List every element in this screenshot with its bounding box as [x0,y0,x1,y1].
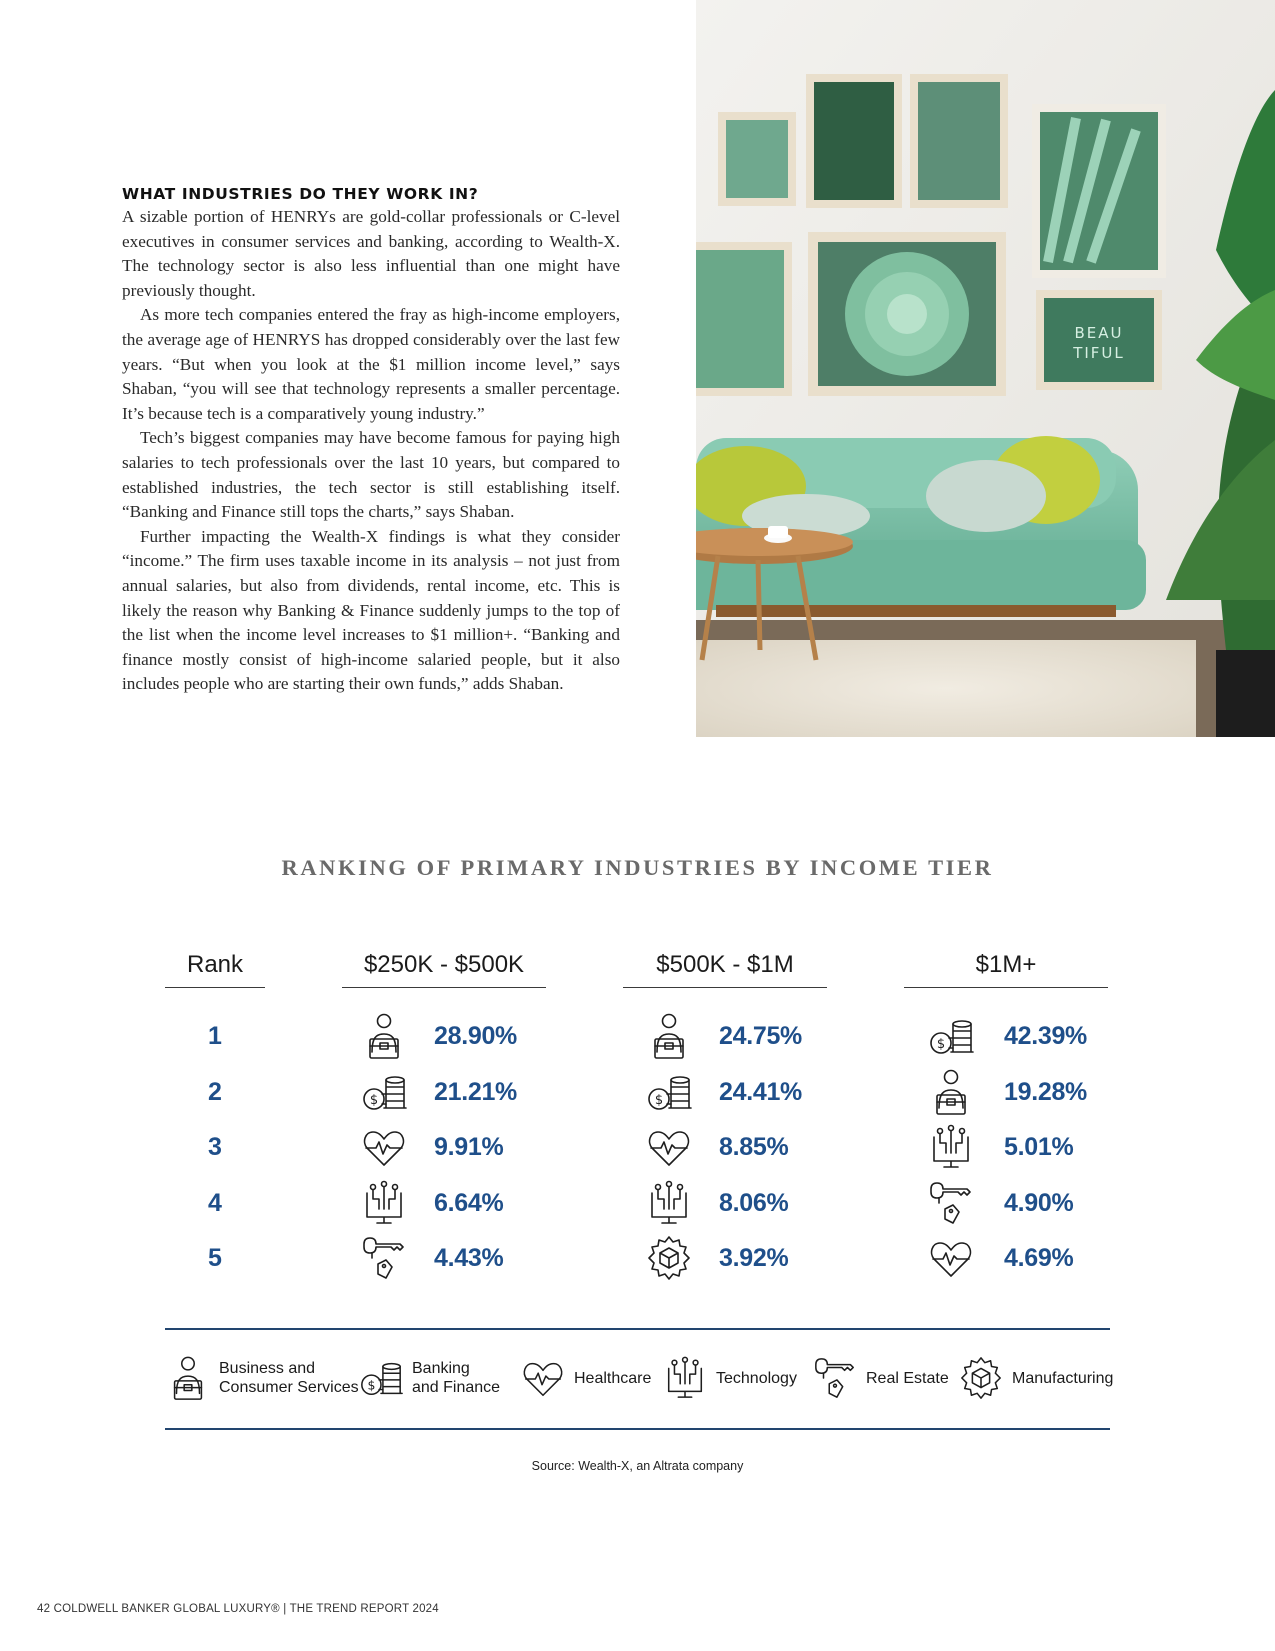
rank-column-header: Rank [165,951,265,988]
legend-label-line1: Healthcare [574,1369,652,1387]
business-icon [927,1068,975,1116]
legend-label-healthcare [574,1369,651,1388]
legend-label-line1: Banking [412,1360,470,1377]
tier-header-1: $250K - $500K [342,951,546,988]
rank-number-2: 2 [208,1077,222,1106]
banking-icon [927,1012,975,1060]
legend-label-line1: Technology [716,1369,797,1387]
legend-label-line2: Consumer Services [219,1379,359,1396]
rank-number-3: 3 [208,1133,222,1162]
realestate-icon [927,1179,975,1227]
legend-label-line1: Manufacturing [1012,1369,1114,1387]
article-paragraph-1: A sizable portion of HENRYs are gold-collar professionals or C-level executives in consumer services and banking, according to Wealth-X. The technology sector is also less influential than one might have previously thought. [122,207,620,300]
healthcare-icon [520,1355,566,1401]
legend-label-manufacturing [1012,1369,1113,1388]
tier-1-rank-1-value: 28.90% [434,1022,517,1050]
legend-top-rule [165,1328,1110,1330]
svg-text:$: $ [367,1377,376,1393]
tier-2-rank-4-value: 8.06% [719,1188,789,1217]
source-note: Source: Wealth-X, an Altrata company [531,1459,744,1473]
business-icon [360,1012,408,1060]
poster-text-line1: BEAU [1074,324,1124,342]
article [122,183,620,697]
realestate-icon [360,1234,408,1282]
business-icon [165,1355,211,1401]
legend-item-technology [662,1355,797,1401]
legend-item-business [165,1355,359,1401]
page-footer: 42 COLDWELL BANKER GLOBAL LUXURY® | THE TREND REPORT 2024 [37,1603,439,1615]
business-icon [645,1012,693,1060]
technology-icon [360,1179,408,1227]
svg-text:$: $ [654,1092,664,1108]
chart-title: RANKING OF PRIMARY INDUSTRIES BY INCOME TIER [281,855,994,880]
healthcare-icon [927,1234,975,1282]
article-heading: WHAT INDUSTRIES DO THEY WORK IN? [122,185,479,203]
legend-item-healthcare [520,1355,651,1401]
realestate-icon [812,1355,858,1401]
legend-label-business [219,1359,359,1397]
technology-icon [662,1355,708,1401]
tier-1-rank-2-value: 21.21% [434,1077,517,1106]
article-paragraph-2: As more tech companies entered the fray as high-income employers, the average age of HENRYS has dropped considerably over the last few years. “But when you look at the $1 million income level,” says Shaban, “you will see that technology represents a smaller percentage. It’s because tech is a comparatively young industry.” [122,305,620,423]
legend-label-line1: Real Estate [866,1369,949,1387]
legend-bottom-rule [165,1428,1110,1430]
legend-label-technology [716,1369,797,1388]
rank-number-1: 1 [208,1022,222,1050]
manufacturing-icon [958,1355,1004,1401]
tier-3-rank-5-value: 4.69% [1004,1244,1074,1273]
tier-3-rank-1-value: 42.39% [1004,1022,1087,1050]
banking-icon [358,1355,404,1401]
svg-text:$: $ [369,1092,379,1108]
legend-item-manufacturing [958,1355,1113,1401]
healthcare-icon [645,1123,693,1171]
tier-header-2: $500K - $1M [623,951,827,988]
banking-icon [645,1068,693,1116]
legend-label-line2: and Finance [412,1379,501,1396]
tier-2-rank-1-value: 24.75% [719,1022,802,1050]
tier-1-rank-4-value: 6.64% [434,1188,504,1217]
tier-3-rank-2-value: 19.28% [1004,1077,1087,1106]
svg-text:$: $ [936,1037,946,1052]
tier-3-rank-4-value: 4.90% [1004,1188,1074,1217]
banking-icon [360,1068,408,1116]
legend-item-banking [358,1355,500,1401]
healthcare-icon [360,1123,408,1171]
technology-icon [645,1179,693,1227]
legend-label-realestate [866,1369,949,1388]
article-paragraph-3: Tech’s biggest companies may have become famous for paying high salaries to tech professionals over the last 10 years, but compared to established industries, the tech sector is still establishing itself. “Banking and Finance still tops the charts,” says Shaban. [122,428,620,522]
tier-1-rank-5-value: 4.43% [434,1244,504,1273]
tier-3-rank-3-value: 5.01% [1004,1133,1074,1162]
legend-label-banking [412,1359,500,1397]
tier-2-rank-2-value: 24.41% [719,1077,802,1106]
tier-1-rank-3-value: 9.91% [434,1133,504,1162]
living-room-photo [696,0,1275,737]
rank-number-5: 5 [208,1244,222,1273]
legend-label-line1: Business and [219,1360,316,1377]
poster-text-line2: TIFUL [1073,344,1125,362]
manufacturing-icon [645,1234,693,1282]
technology-icon [927,1123,975,1171]
tier-2-rank-5-value: 3.92% [719,1244,789,1273]
tier-header-3: $1M+ [904,951,1108,988]
rank-number-4: 4 [208,1188,222,1217]
legend-item-realestate [812,1355,949,1401]
article-paragraph-4: Further impacting the Wealth-X findings is what they consider “income.” The firm uses taxable income in its analysis – not just from annual salaries, but also from dividends, rental income, etc. This is likely the reason why Banking & Finance suddenly jumps to the top of the list when the income level increases to $1 million+. “Banking and finance mostly consist of high-income salaried people, but it also includes people who are starting their own funds,” adds Shaban. [122,526,620,694]
tier-2-rank-3-value: 8.85% [719,1133,789,1162]
